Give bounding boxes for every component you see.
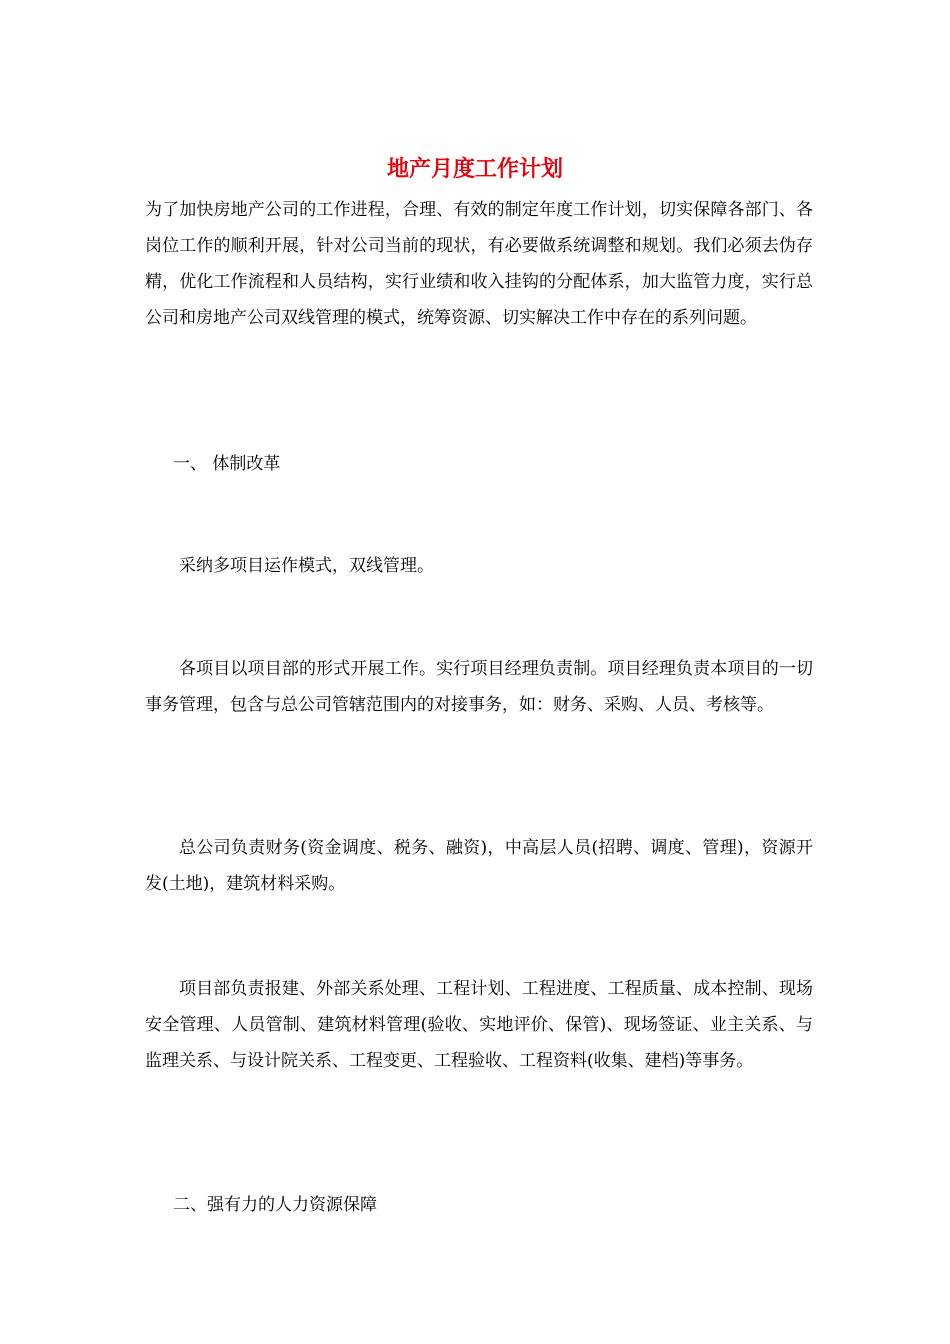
paragraph-3: 总公司负责财务(资金调度、税务、融资)，中高层人员(招聘、调度、管理)，资源开发(土地)，建筑材料采购。 bbox=[145, 838, 813, 894]
section-heading-2: 二、强有力的人力资源保障 bbox=[173, 1195, 377, 1215]
paragraph-1: 采纳多项目运作模式，双线管理。 bbox=[179, 556, 434, 576]
paragraph-4: 项目部负责报建、外部关系处理、工程计划、工程进度、工程质量、成本控制、现场安全管理、人员管制、建筑材料管理(验收、实地评价、保管)、现场签证、业主关系、与监理关系、与设计院关系、工程变更、工程验收、工程资料(收集、建档)等事务。 bbox=[145, 979, 813, 1071]
section-heading-1: 一、 体制改革 bbox=[173, 454, 281, 474]
intro-paragraph: 为了加快房地产公司的工作进程，合理、有效的制定年度工作计划，切实保障各部门、各岗位工作的顺利开展，针对公司当前的现状，有必要做系统调整和规划。我们必须去伪存精，优化工作流程和人员结构，实行业绩和收入挂钩的分配体系，加大监管力度，实行总公司和房地产公司双线管理的模式，统筹资源、切实解决工作中存在的系列问题。 bbox=[145, 200, 813, 328]
document-title: 地产月度工作计划 bbox=[386, 156, 563, 182]
paragraph-2: 各项目以项目部的形式开展工作。实行项目经理负责制。项目经理负责本项目的一切事务管理，包含与总公司管辖范围内的对接事务，如：财务、采购、人员、考核等。 bbox=[145, 659, 813, 715]
